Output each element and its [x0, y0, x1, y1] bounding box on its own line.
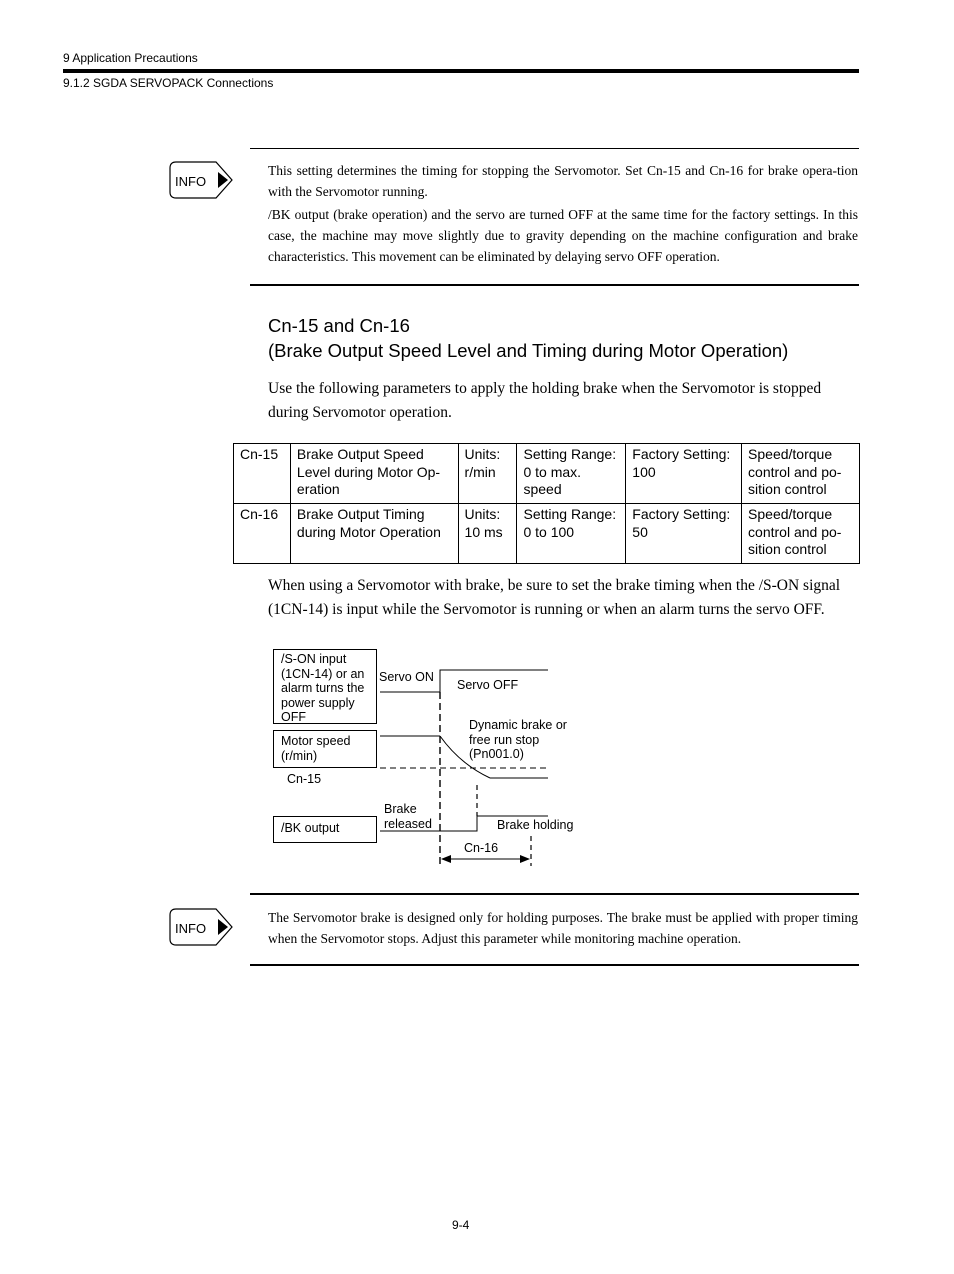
- running-header-section: 9.1.2 SGDA SERVOPACK Connections: [63, 76, 274, 90]
- arrow-left-icon: [441, 855, 451, 863]
- param-number-cell: Cn-16: [234, 504, 291, 564]
- info-top-rule: [250, 893, 859, 895]
- intro-paragraph: Use the following parameters to apply the holding brake when the Servomotor is stopped during Servomotor operation.: [268, 380, 822, 421]
- cn16-label: Cn-16: [464, 841, 499, 855]
- son-signal-box: /S-ON input (1CN-14) or an alarm turns the power supply OFF: [273, 649, 377, 724]
- brake-timing-paragraph: When using a Servomotor with brake, be sure to set the brake timing when the /S-ON signal (1CN-14) is input while the Servomotor is running or when an alarm turns the servo OFF.: [268, 577, 841, 618]
- param-range-cell: Setting Range: 0 to max. speed: [517, 444, 626, 504]
- info-bottom-rule: [250, 964, 859, 966]
- info-icon: [168, 907, 234, 947]
- param-mode-cell: Speed/torque control and po-sition control: [742, 444, 860, 504]
- param-factory-cell: Factory Setting: 100: [626, 444, 742, 504]
- section-title-line1: Cn-15 and Cn-16: [268, 315, 410, 336]
- param-name-cell: Brake Output Timing during Motor Operation: [290, 504, 458, 564]
- bk-output-box: /BK output: [273, 816, 377, 843]
- info-icon-label: INFO: [175, 174, 207, 189]
- cn15-label: Cn-15: [287, 772, 322, 786]
- servo-off-label: Servo OFF: [457, 678, 519, 692]
- info-paragraph: This setting determines the timing for stopping the Servomotor. Set Cn-15 and Cn-16 for brake opera-tion with the Servomotor running.: [268, 163, 858, 199]
- param-units-cell: Units: 10 ms: [458, 504, 517, 564]
- param-range-cell: Setting Range: 0 to 100: [517, 504, 626, 564]
- motor-speed-box: Motor speed (r/min): [273, 730, 377, 768]
- info-icon-label: INFO: [175, 921, 207, 936]
- param-factory-cell: Factory Setting: 50: [626, 504, 742, 564]
- brake-released-label: Brake released: [384, 802, 432, 831]
- dynamic-brake-label: Dynamic brake or free run stop (Pn001.0): [469, 718, 567, 761]
- param-mode-cell: Speed/torque control and po-sition control: [742, 504, 860, 564]
- section-title-line2: (Brake Output Speed Level and Timing during Motor Operation): [268, 340, 789, 361]
- param-name-cell: Brake Output Speed Level during Motor Op-eration: [290, 444, 458, 504]
- info-text-2: The Servomotor brake is designed only for holding purposes. The brake must be applied with proper timing when the Servomotor stops. Adjust this parameter while monitoring machine operation.: [268, 910, 858, 946]
- param-number-cell: Cn-15: [234, 444, 291, 504]
- page-number: 9-4: [452, 1218, 470, 1232]
- info-paragraph: /BK output (brake operation) and the servo are turned OFF at the same time for the factory settings. In this case, the machine may move slightly due to gravity depending on the machine configuration and brake characteristics. This movement can be eliminated by delaying servo OFF operation.: [268, 207, 858, 264]
- param-units-cell: Units: r/min: [458, 444, 517, 504]
- running-header-chapter: 9 Application Precautions: [63, 51, 198, 65]
- arrow-right-icon: [520, 855, 530, 863]
- servo-on-label: Servo ON: [379, 670, 434, 684]
- brake-holding-label: Brake holding: [497, 818, 574, 832]
